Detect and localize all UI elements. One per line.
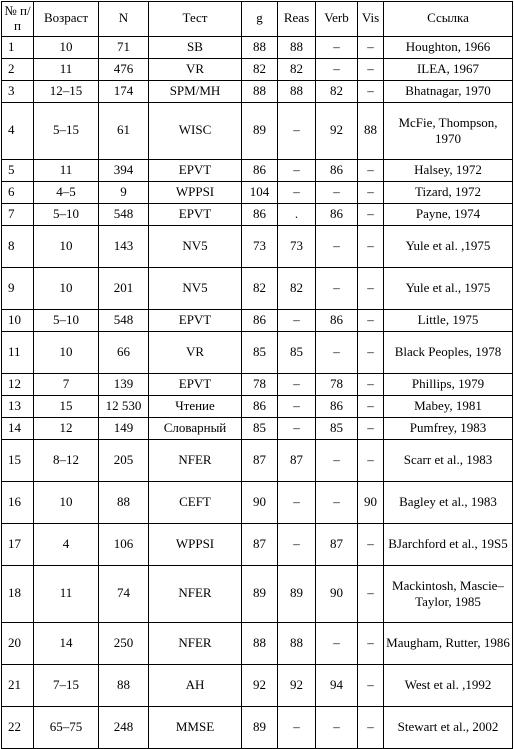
- cell-num: 13: [2, 395, 34, 417]
- cell-reas: 92: [278, 664, 316, 706]
- cell-g: 85: [242, 417, 278, 439]
- table-row: [2, 622, 513, 664]
- cell-reas: 85: [278, 331, 316, 373]
- cell-g: 90: [242, 481, 278, 523]
- header-vis: Vis: [358, 2, 384, 37]
- cell-vis: –: [358, 417, 384, 439]
- cell-n: 66: [99, 331, 149, 373]
- cell-n: 74: [99, 565, 149, 622]
- cell-test: VR: [149, 331, 242, 373]
- cell-age: 5–10: [34, 309, 99, 331]
- table-row: [2, 523, 513, 565]
- cell-vis: –: [358, 706, 384, 748]
- table-row: [2, 80, 513, 102]
- header-reas: Reas: [278, 2, 316, 37]
- cell-g: 89: [242, 706, 278, 748]
- cell-reas: –: [278, 309, 316, 331]
- cell-n: 201: [99, 267, 149, 309]
- header-verb: Verb: [316, 2, 358, 37]
- cell-reas: –: [278, 159, 316, 181]
- cell-num: 12: [2, 373, 34, 395]
- cell-n: 61: [99, 102, 149, 159]
- cell-age: 10: [34, 36, 99, 58]
- cell-n: 12 530: [99, 395, 149, 417]
- cell-reas: –: [278, 417, 316, 439]
- header-n: N: [99, 2, 149, 37]
- cell-vis: –: [358, 80, 384, 102]
- cell-vis: –: [358, 36, 384, 58]
- cell-reas: –: [278, 481, 316, 523]
- cell-n: 143: [99, 225, 149, 267]
- cell-test: WPPSI: [149, 181, 242, 203]
- cell-age: 7–15: [34, 664, 99, 706]
- cell-age: 10: [34, 267, 99, 309]
- cell-num: 11: [2, 331, 34, 373]
- cell-num: 5: [2, 159, 34, 181]
- cell-ref: Pumfrey, 1983: [384, 417, 513, 439]
- cell-age: 12–15: [34, 80, 99, 102]
- cell-ref: Yule et al. ,1975: [384, 225, 513, 267]
- cell-vis: –: [358, 267, 384, 309]
- cell-vis: –: [358, 373, 384, 395]
- table-row: [2, 159, 513, 181]
- cell-reas: 88: [278, 80, 316, 102]
- header-g: g: [242, 2, 278, 37]
- cell-verb: –: [316, 331, 358, 373]
- cell-verb: –: [316, 622, 358, 664]
- cell-age: 7: [34, 373, 99, 395]
- cell-vis: –: [358, 622, 384, 664]
- cell-age: 15: [34, 395, 99, 417]
- cell-vis: –: [358, 159, 384, 181]
- cell-test: WISC: [149, 102, 242, 159]
- table-row: [2, 395, 513, 417]
- table-row: [2, 225, 513, 267]
- cell-n: 250: [99, 622, 149, 664]
- cell-num: 17: [2, 523, 34, 565]
- cell-verb: 94: [316, 664, 358, 706]
- cell-ref: Bagley et al., 1983: [384, 481, 513, 523]
- cell-reas: 82: [278, 58, 316, 80]
- cell-verb: –: [316, 36, 358, 58]
- cell-g: 87: [242, 439, 278, 481]
- cell-test: SB: [149, 36, 242, 58]
- cell-g: 89: [242, 102, 278, 159]
- cell-num: 3: [2, 80, 34, 102]
- cell-test: AH: [149, 664, 242, 706]
- cell-test: NV5: [149, 267, 242, 309]
- cell-num: 18: [2, 565, 34, 622]
- cell-age: 4: [34, 523, 99, 565]
- table-row: [2, 267, 513, 309]
- cell-verb: –: [316, 481, 358, 523]
- cell-vis: 90: [358, 481, 384, 523]
- cell-n: 205: [99, 439, 149, 481]
- cell-n: 71: [99, 36, 149, 58]
- cell-ref: Bhatnagar, 1970: [384, 80, 513, 102]
- cell-ref: Houghton, 1966: [384, 36, 513, 58]
- cell-test: Чтение: [149, 395, 242, 417]
- cell-age: 11: [34, 159, 99, 181]
- cell-g: 104: [242, 181, 278, 203]
- cell-reas: 87: [278, 439, 316, 481]
- cell-test: Словарный: [149, 417, 242, 439]
- cell-reas: –: [278, 523, 316, 565]
- cell-g: 88: [242, 36, 278, 58]
- table-row: [2, 36, 513, 58]
- cell-g: 86: [242, 203, 278, 225]
- cell-num: 22: [2, 706, 34, 748]
- table-row: [2, 664, 513, 706]
- header-test: Тест: [149, 2, 242, 37]
- cell-ref: West et al. ,1992: [384, 664, 513, 706]
- cell-num: 8: [2, 225, 34, 267]
- table-row: [2, 309, 513, 331]
- cell-age: 5–10: [34, 203, 99, 225]
- cell-g: 88: [242, 80, 278, 102]
- table-row: [2, 373, 513, 395]
- cell-test: WPPSI: [149, 523, 242, 565]
- cell-num: 16: [2, 481, 34, 523]
- cell-g: 88: [242, 622, 278, 664]
- cell-n: 394: [99, 159, 149, 181]
- cell-age: 5–15: [34, 102, 99, 159]
- cell-reas: 73: [278, 225, 316, 267]
- cell-reas: 88: [278, 622, 316, 664]
- data-table: [1, 1, 513, 749]
- cell-test: NV5: [149, 225, 242, 267]
- cell-age: 10: [34, 225, 99, 267]
- cell-num: 14: [2, 417, 34, 439]
- cell-vis: –: [358, 664, 384, 706]
- cell-ref: Mackintosh, Mascie–Taylor, 1985: [384, 565, 513, 622]
- header-num: № п/п: [2, 2, 34, 37]
- header-age: Возраст: [34, 2, 99, 37]
- cell-test: EPVT: [149, 373, 242, 395]
- cell-num: 7: [2, 203, 34, 225]
- cell-age: 4–5: [34, 181, 99, 203]
- cell-vis: –: [358, 395, 384, 417]
- cell-reas: –: [278, 102, 316, 159]
- cell-test: VR: [149, 58, 242, 80]
- cell-ref: Black Peoples, 1978: [384, 331, 513, 373]
- cell-n: 548: [99, 203, 149, 225]
- cell-ref: Yule et al., 1975: [384, 267, 513, 309]
- cell-g: 86: [242, 395, 278, 417]
- cell-test: MMSE: [149, 706, 242, 748]
- cell-age: 14: [34, 622, 99, 664]
- cell-reas: –: [278, 373, 316, 395]
- cell-ref: Maugham, Rutter, 1986: [384, 622, 513, 664]
- cell-verb: 90: [316, 565, 358, 622]
- cell-vis: –: [358, 58, 384, 80]
- table-row: [2, 203, 513, 225]
- cell-verb: 86: [316, 203, 358, 225]
- cell-g: 82: [242, 267, 278, 309]
- cell-age: 10: [34, 481, 99, 523]
- cell-n: 476: [99, 58, 149, 80]
- cell-verb: 92: [316, 102, 358, 159]
- cell-vis: –: [358, 523, 384, 565]
- cell-reas: 89: [278, 565, 316, 622]
- cell-age: 12: [34, 417, 99, 439]
- cell-vis: –: [358, 225, 384, 267]
- cell-num: 1: [2, 36, 34, 58]
- cell-test: EPVT: [149, 309, 242, 331]
- cell-num: 4: [2, 102, 34, 159]
- cell-test: EPVT: [149, 159, 242, 181]
- cell-age: 11: [34, 58, 99, 80]
- cell-g: 89: [242, 565, 278, 622]
- table-row: [2, 102, 513, 159]
- header-row: [2, 2, 513, 37]
- table-row: [2, 331, 513, 373]
- cell-vis: –: [358, 181, 384, 203]
- cell-ref: Halsey, 1972: [384, 159, 513, 181]
- cell-g: 78: [242, 373, 278, 395]
- cell-verb: 78: [316, 373, 358, 395]
- cell-reas: .: [278, 203, 316, 225]
- cell-test: SPM/MH: [149, 80, 242, 102]
- cell-verb: –: [316, 439, 358, 481]
- cell-num: 20: [2, 622, 34, 664]
- cell-verb: 87: [316, 523, 358, 565]
- cell-verb: 82: [316, 80, 358, 102]
- cell-num: 21: [2, 664, 34, 706]
- cell-n: 88: [99, 664, 149, 706]
- cell-ref: Scarr et al., 1983: [384, 439, 513, 481]
- cell-n: 548: [99, 309, 149, 331]
- cell-test: NFER: [149, 565, 242, 622]
- cell-ref: Tizard, 1972: [384, 181, 513, 203]
- cell-test: NFER: [149, 439, 242, 481]
- cell-verb: –: [316, 267, 358, 309]
- cell-vis: –: [358, 565, 384, 622]
- cell-ref: Stewart et al., 2002: [384, 706, 513, 748]
- table-row: [2, 417, 513, 439]
- cell-ref: BJarchford et al., 19S5: [384, 523, 513, 565]
- cell-verb: –: [316, 706, 358, 748]
- cell-verb: 85: [316, 417, 358, 439]
- cell-g: 85: [242, 331, 278, 373]
- table-row: [2, 439, 513, 481]
- cell-vis: –: [358, 331, 384, 373]
- cell-num: 9: [2, 267, 34, 309]
- cell-verb: 86: [316, 159, 358, 181]
- table-row: [2, 181, 513, 203]
- cell-num: 15: [2, 439, 34, 481]
- header-ref: Ссылка: [384, 2, 513, 37]
- cell-ref: Little, 1975: [384, 309, 513, 331]
- cell-vis: –: [358, 203, 384, 225]
- cell-g: 73: [242, 225, 278, 267]
- cell-verb: –: [316, 58, 358, 80]
- cell-verb: –: [316, 181, 358, 203]
- cell-ref: ILEA, 1967: [384, 58, 513, 80]
- cell-ref: Payne, 1974: [384, 203, 513, 225]
- cell-num: 2: [2, 58, 34, 80]
- cell-n: 149: [99, 417, 149, 439]
- cell-n: 9: [99, 181, 149, 203]
- cell-n: 139: [99, 373, 149, 395]
- cell-g: 82: [242, 58, 278, 80]
- cell-vis: –: [358, 439, 384, 481]
- cell-verb: –: [316, 225, 358, 267]
- cell-vis: –: [358, 309, 384, 331]
- cell-test: EPVT: [149, 203, 242, 225]
- table-row: [2, 565, 513, 622]
- cell-num: 6: [2, 181, 34, 203]
- cell-vis: 88: [358, 102, 384, 159]
- cell-age: 65–75: [34, 706, 99, 748]
- cell-ref: Mabey, 1981: [384, 395, 513, 417]
- cell-verb: 86: [316, 395, 358, 417]
- cell-age: 8–12: [34, 439, 99, 481]
- cell-n: 106: [99, 523, 149, 565]
- table-body: [2, 36, 513, 748]
- cell-reas: 88: [278, 36, 316, 58]
- cell-reas: –: [278, 395, 316, 417]
- cell-reas: 82: [278, 267, 316, 309]
- cell-test: NFER: [149, 622, 242, 664]
- cell-ref: McFie, Thompson, 1970: [384, 102, 513, 159]
- cell-ref: Phillips, 1979: [384, 373, 513, 395]
- cell-reas: –: [278, 181, 316, 203]
- table-row: [2, 58, 513, 80]
- cell-verb: 86: [316, 309, 358, 331]
- table-row: [2, 706, 513, 748]
- cell-g: 86: [242, 159, 278, 181]
- cell-n: 88: [99, 481, 149, 523]
- cell-g: 92: [242, 664, 278, 706]
- cell-age: 10: [34, 331, 99, 373]
- cell-num: 10: [2, 309, 34, 331]
- cell-n: 174: [99, 80, 149, 102]
- cell-g: 87: [242, 523, 278, 565]
- cell-test: CEFT: [149, 481, 242, 523]
- cell-reas: –: [278, 706, 316, 748]
- cell-g: 86: [242, 309, 278, 331]
- cell-age: 11: [34, 565, 99, 622]
- cell-n: 248: [99, 706, 149, 748]
- table-row: [2, 481, 513, 523]
